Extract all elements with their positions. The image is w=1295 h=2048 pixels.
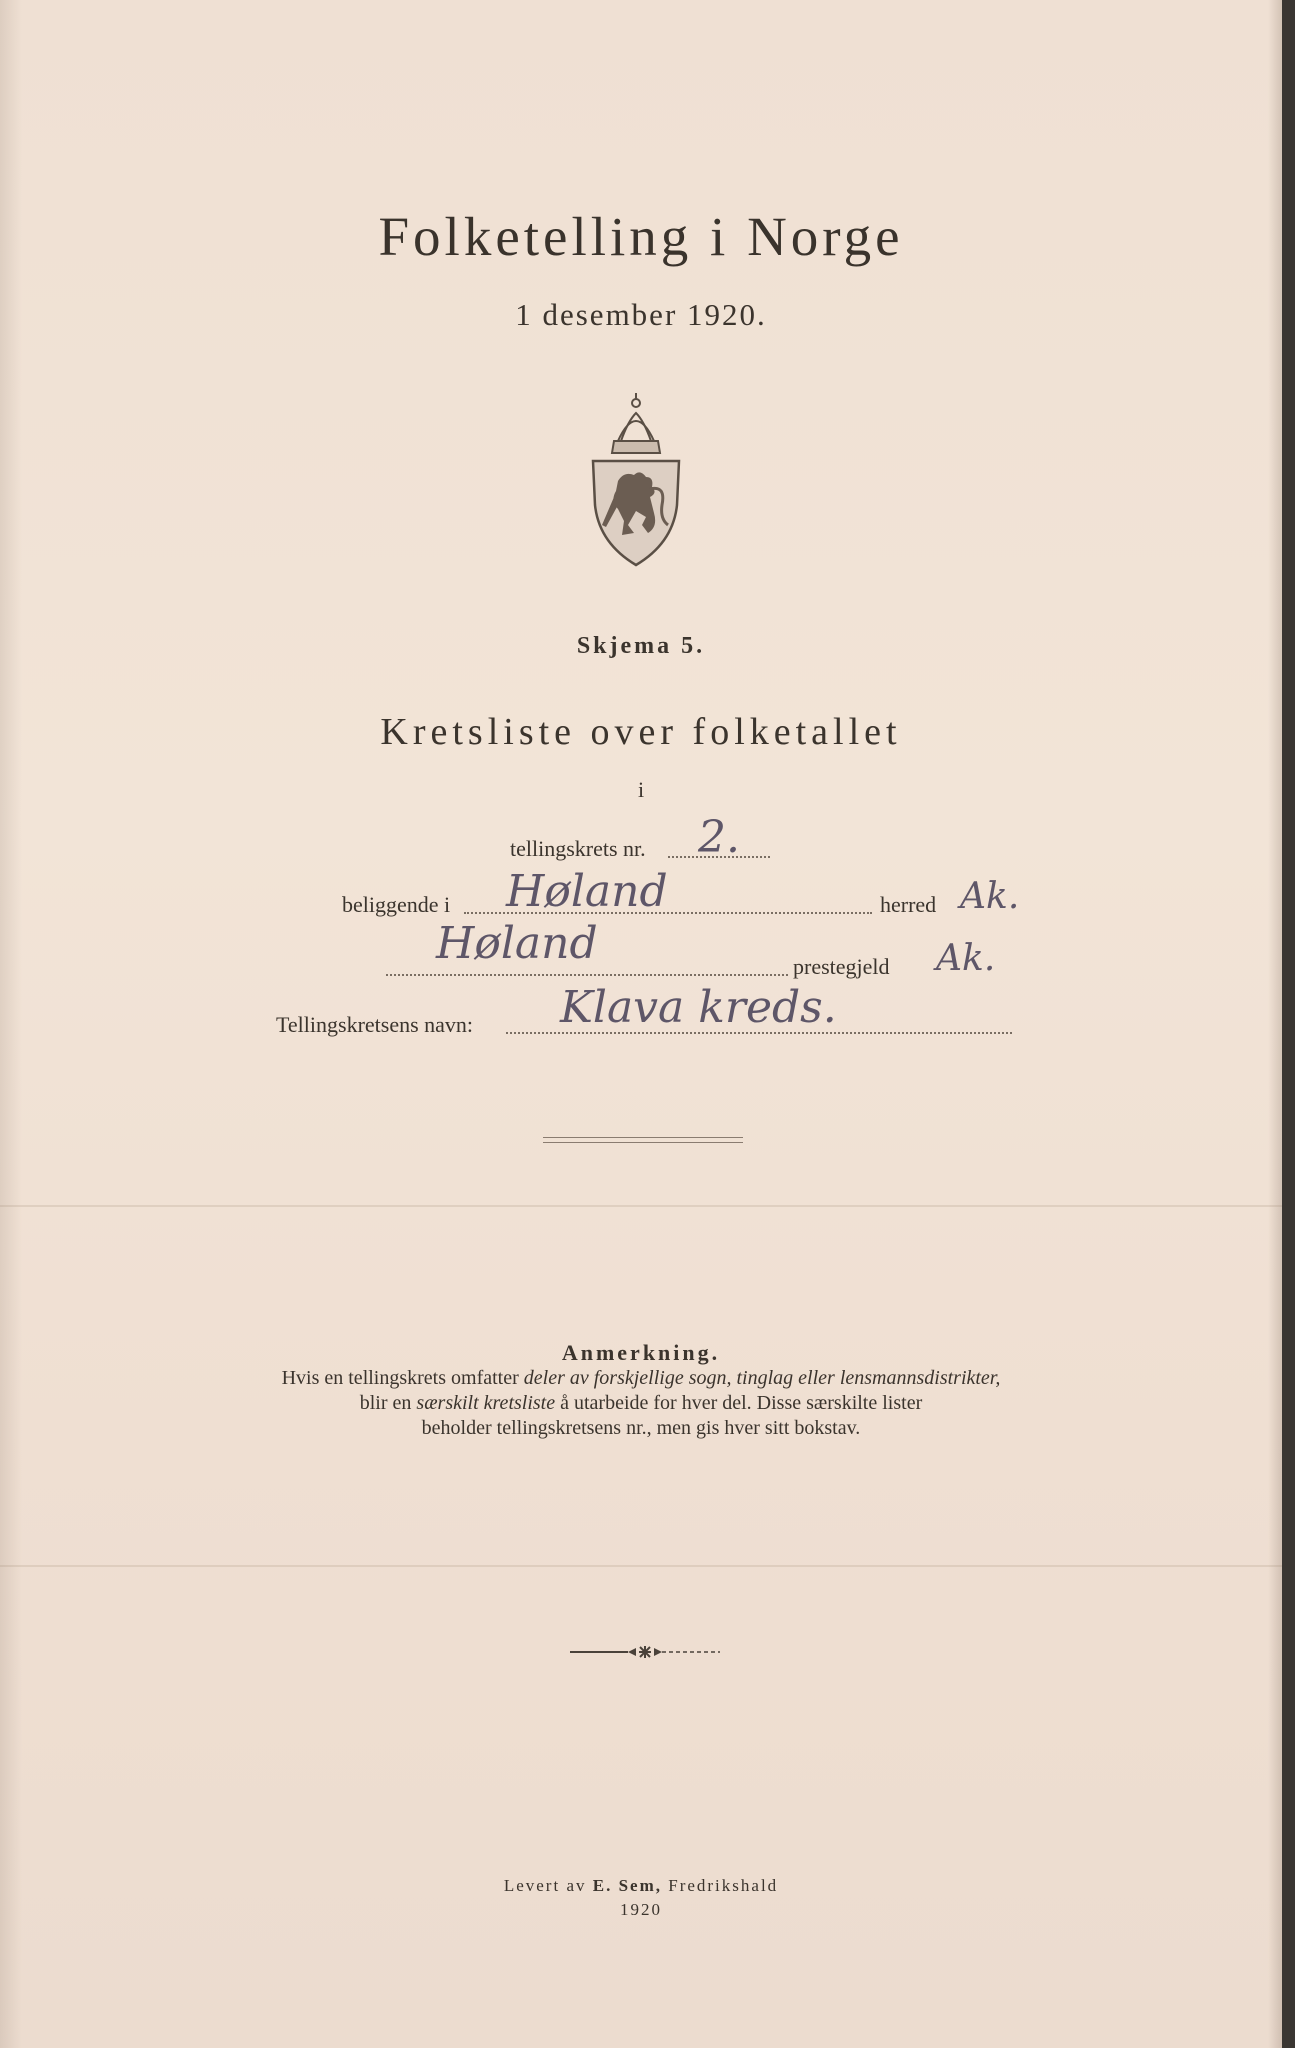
- note-line-1-emphasis: deler av forskjellige sogn, tinglag eller lensmannsdistrikter,: [523, 1367, 1001, 1389]
- prestegjeld-suffix: Ak.: [936, 938, 996, 979]
- note-line-2-text-end: å utarbeide for hver del. Disse særskilte lister: [555, 1392, 923, 1414]
- printer-imprint: [0, 1876, 1282, 1896]
- prestegjeld-value: Høland: [436, 918, 598, 969]
- coat-of-arms-icon: [588, 393, 684, 567]
- note-line-1: [0, 1366, 1282, 1391]
- prestegjeld-fill-line: [386, 972, 788, 976]
- section-divider: [543, 1137, 743, 1143]
- herred-value: Ak.: [960, 876, 1020, 917]
- note-line-3: beholder tellingskretsens nr., men gis hver sitt bokstav.: [421, 1417, 861, 1439]
- krets-navn-label: Tellingskretsens navn:: [276, 1012, 474, 1037]
- printer-city: Fredrikshald: [661, 1876, 779, 1895]
- document-date: 1 desember 1920.: [515, 297, 767, 332]
- beliggende-value: Høland: [506, 866, 668, 917]
- note-line-2: [0, 1391, 1282, 1416]
- herred-label: herred: [880, 892, 937, 917]
- paper-fold-line: [0, 1205, 1282, 1207]
- connector-text: i: [637, 777, 645, 802]
- printer-year: 1920: [620, 1900, 662, 1919]
- prestegjeld-label: prestegjeld: [793, 954, 890, 979]
- note-line-2-emphasis: særskilt kretsliste: [416, 1392, 556, 1414]
- printer-name: E. Sem,: [592, 1876, 662, 1895]
- beliggende-label: beliggende i: [342, 892, 451, 917]
- note-title: Anmerkning.: [561, 1340, 721, 1365]
- tellingskrets-value: 2.: [698, 812, 740, 863]
- paper-fold-line: [0, 1565, 1282, 1567]
- tellingskrets-label: tellingskrets nr.: [510, 836, 646, 861]
- note-line-2-text: blir en: [359, 1392, 417, 1414]
- printer-text: Levert av: [503, 1876, 593, 1895]
- schema-number: Skjema 5.: [576, 633, 706, 659]
- ornament-divider-icon: [570, 1644, 720, 1660]
- document-title: Folketelling i Norge: [378, 206, 904, 267]
- note-line-1-text: Hvis en tellingskrets omfatter: [281, 1367, 524, 1389]
- form-heading: Kretsliste over folketallet: [380, 711, 902, 753]
- krets-navn-value: Klava kreds.: [560, 982, 837, 1033]
